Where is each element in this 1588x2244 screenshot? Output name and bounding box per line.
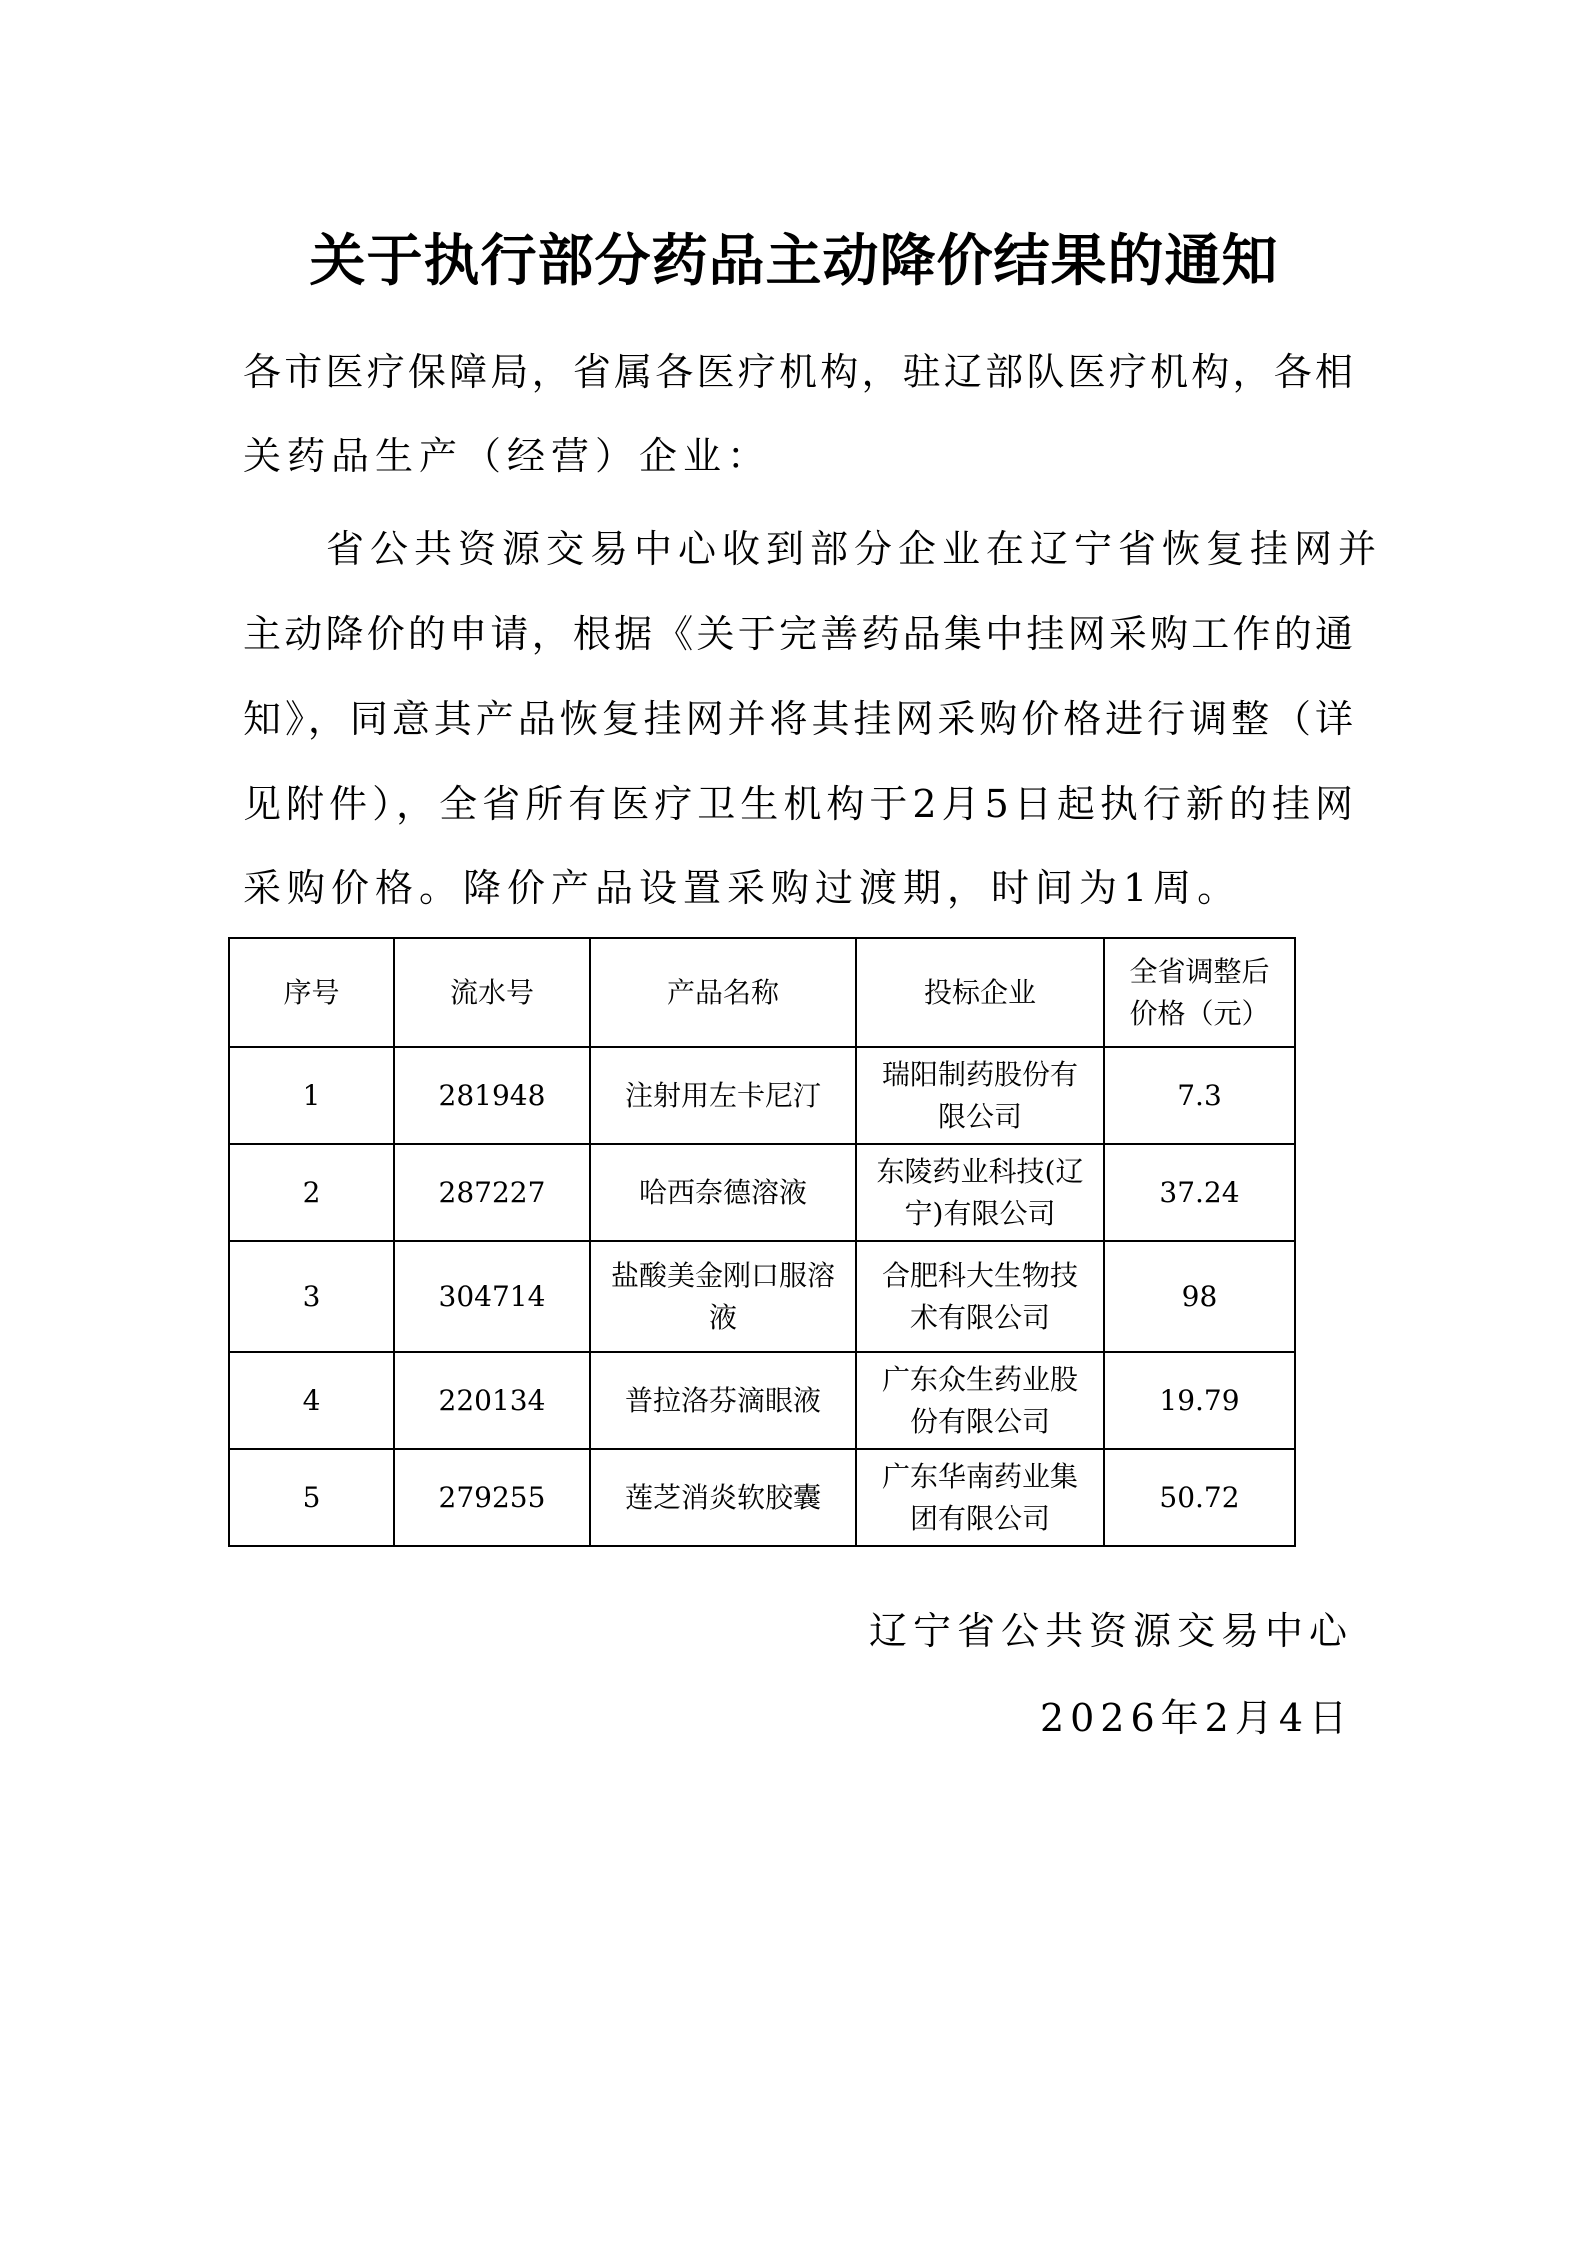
row-serial: 304714 (394, 1241, 590, 1352)
row-price: 7.3 (1104, 1047, 1295, 1144)
table-row (229, 1449, 1295, 1546)
row-product: 哈西奈德溶液 (590, 1144, 856, 1241)
table-row (229, 1241, 1295, 1352)
row-product: 普拉洛芬滴眼液 (590, 1352, 856, 1449)
row-price: 50.72 (1104, 1449, 1295, 1546)
table-row (229, 1352, 1295, 1449)
addressee-line-1: 各市医疗保障局，省属各医疗机构，驻辽部队医疗机构，各相 (243, 350, 1353, 394)
row-product: 注射用左卡尼汀 (590, 1047, 856, 1144)
header-price-line2: 价格（元） (1129, 996, 1270, 1030)
row-company: 广东华南药业集团有限公司 (856, 1449, 1104, 1546)
header-price-line1: 全省调整后 (1129, 954, 1270, 988)
addressee-line-2: 关药品生产（经营）企业： (243, 434, 772, 478)
header-product: 产品名称 (590, 938, 856, 1047)
table-row (229, 1047, 1295, 1144)
row-company: 合肥科大生物技术有限公司 (856, 1241, 1104, 1352)
signature-date: 2026年2月4日 (1039, 1696, 1353, 1740)
row-seq: 2 (229, 1144, 394, 1241)
header-price (1104, 938, 1295, 1047)
row-serial: 287227 (394, 1144, 590, 1241)
row-price: 98 (1104, 1241, 1295, 1352)
row-company: 广东众生药业股份有限公司 (856, 1352, 1104, 1449)
row-seq: 3 (229, 1241, 394, 1352)
header-serial: 流水号 (394, 938, 590, 1047)
row-product: 莲芝消炎软胶囊 (590, 1449, 856, 1546)
header-company: 投标企业 (856, 938, 1104, 1047)
header-seq: 序号 (229, 938, 394, 1047)
body-line-1: 省公共资源交易中心收到部分企业在辽宁省恢复挂网并 (326, 527, 1383, 571)
row-price: 19.79 (1104, 1352, 1295, 1449)
row-serial: 220134 (394, 1352, 590, 1449)
body-line-5: 采购价格。降价产品设置采购过渡期，时间为1周。 (243, 866, 1242, 910)
body-line-3: 知》，同意其产品恢复挂网并将其挂网采购价格进行调整（详 (243, 697, 1353, 741)
table-row (229, 1144, 1295, 1241)
signature-org: 辽宁省公共资源交易中心 (868, 1609, 1353, 1653)
row-serial: 279255 (394, 1449, 590, 1546)
body-line-4: 见附件），全省所有医疗卫生机构于2月5日起执行新的挂网 (243, 782, 1353, 826)
table-header-row (229, 938, 1295, 1047)
row-seq: 1 (229, 1047, 394, 1144)
row-company: 东陵药业科技(辽宁)有限公司 (856, 1144, 1104, 1241)
price-adjustment-table (228, 937, 1296, 1547)
row-product: 盐酸美金刚口服溶液 (590, 1241, 856, 1352)
body-line-2: 主动降价的申请，根据《关于完善药品集中挂网采购工作的通 (243, 612, 1353, 656)
row-seq: 4 (229, 1352, 394, 1449)
row-price: 37.24 (1104, 1144, 1295, 1241)
document-title: 关于执行部分药品主动降价结果的通知 (309, 229, 1279, 294)
row-seq: 5 (229, 1449, 394, 1546)
row-company: 瑞阳制药股份有限公司 (856, 1047, 1104, 1144)
row-serial: 281948 (394, 1047, 590, 1144)
